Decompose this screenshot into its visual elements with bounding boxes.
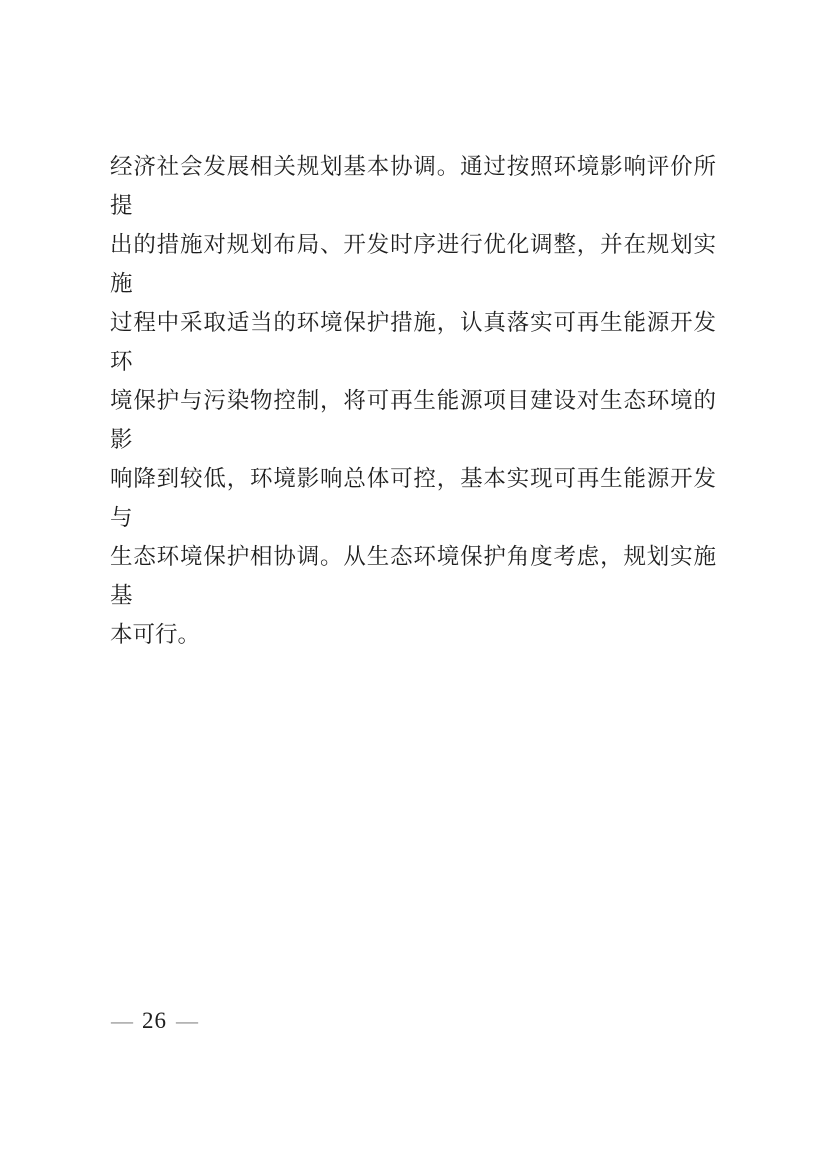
text-line: 出的措施对规划布局、开发时序进行优化调整，并在规划实施 xyxy=(110,232,716,296)
text-line: 境保护与污染物控制，将可再生能源项目建设对生态环境的影 xyxy=(110,388,716,452)
text-line: 生态环境保护相协调。从生态环境保护角度考虑，规划实施基 xyxy=(110,544,716,608)
text-line: 响降到较低，环境影响总体可控，基本实现可再生能源开发与 xyxy=(110,466,716,530)
page-number: 26 xyxy=(142,1008,167,1033)
page-footer xyxy=(111,1008,198,1034)
footer-left-dash: — xyxy=(111,1008,133,1033)
text-line: 本可行。 xyxy=(110,622,201,647)
body-paragraph xyxy=(110,147,716,654)
footer-right-dash: — xyxy=(176,1008,198,1033)
text-line: 经济社会发展相关规划基本协调。通过按照环境影响评价所提 xyxy=(110,154,716,218)
text-line: 过程中采取适当的环境保护措施，认真落实可再生能源开发环 xyxy=(110,310,716,374)
